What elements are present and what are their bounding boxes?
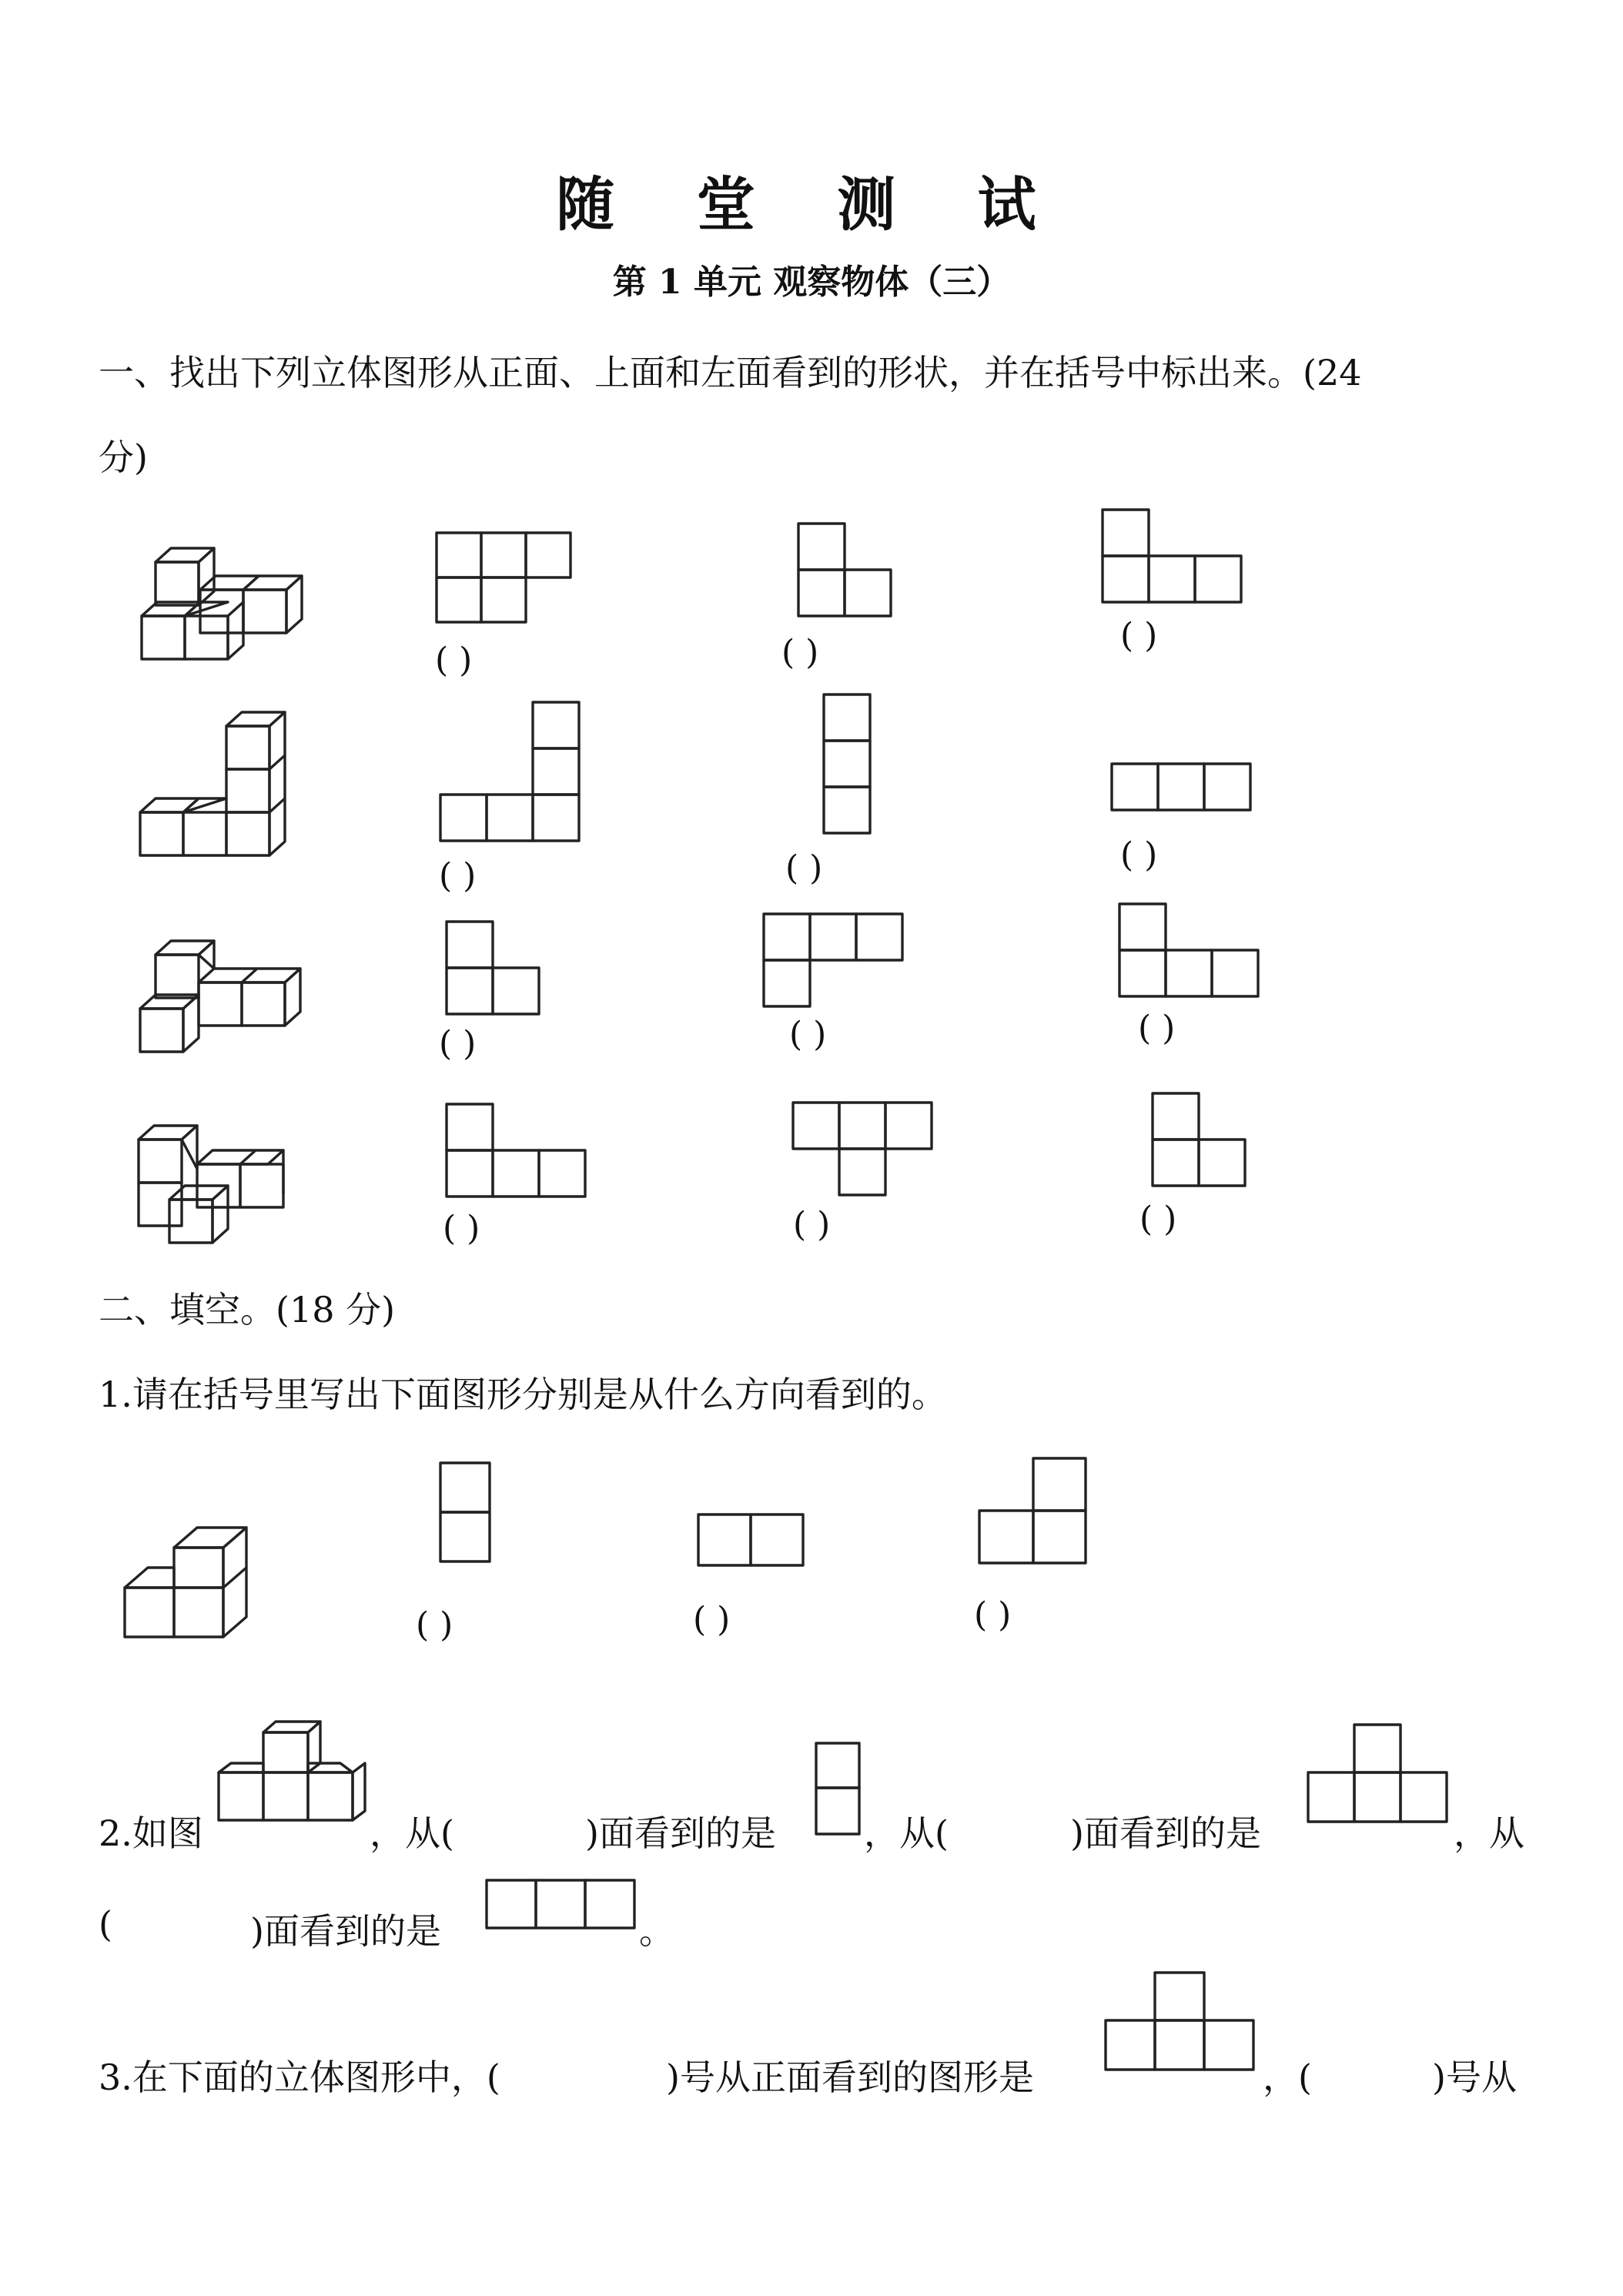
view-figure-1a: [435, 531, 574, 628]
solid-figure-2: [139, 705, 293, 866]
view-figure-q2a: [815, 1742, 862, 1838]
q3-text-b: )号从正面看到的图形是: [666, 2057, 1034, 2098]
answer-blank-q1c[interactable]: ( ): [974, 1595, 1012, 1635]
section2-q1: 1.请在括号里写出下面图形分别是从什么方向看到的。: [99, 1374, 947, 1415]
q2-text-a: 2.如图: [99, 1812, 203, 1854]
view-figure-4c: [1151, 1092, 1251, 1188]
q2-text-b: ，从(: [370, 1812, 454, 1854]
solid-figure-q1: [123, 1525, 254, 1648]
answer-blank-1c[interactable]: ( ): [1120, 616, 1158, 655]
answer-blank-4a[interactable]: ( ): [443, 1209, 480, 1248]
answer-blank-q1b[interactable]: ( ): [693, 1600, 731, 1639]
answer-blank-3c[interactable]: ( ): [1138, 1009, 1176, 1048]
q2-text-f: ，从: [1454, 1812, 1524, 1854]
view-figure-3c: [1118, 902, 1264, 999]
answer-blank-3b[interactable]: ( ): [789, 1015, 827, 1054]
q3-text-a: 3.在下面的立体图形中，(: [99, 2057, 500, 2098]
q2-text-e: )面看到的是: [1070, 1812, 1261, 1854]
view-figure-q3: [1103, 1971, 1260, 2075]
page-title: 随 堂 测 试: [556, 170, 1067, 239]
view-figure-1b: [797, 522, 893, 618]
q2-text-i: 。: [639, 1910, 674, 1952]
answer-blank-4c[interactable]: ( ): [1139, 1200, 1177, 1239]
view-figure-2b: [822, 693, 872, 835]
solid-figure-q2: [217, 1717, 371, 1832]
q2-text-h: )面看到的是: [250, 1910, 441, 1952]
view-figure-q1a: [439, 1461, 493, 1565]
view-figure-4b: [791, 1101, 938, 1197]
view-figure-1c: [1101, 508, 1247, 604]
answer-blank-q1a[interactable]: ( ): [416, 1605, 453, 1645]
view-figure-3b: [762, 912, 909, 1009]
answer-blank-3a[interactable]: ( ): [439, 1024, 477, 1063]
view-figure-3a: [445, 920, 545, 1016]
page-subtitle: 第 1 单元 观察物体（三）: [612, 263, 1011, 302]
answer-blank-4b[interactable]: ( ): [793, 1205, 831, 1244]
answer-blank-2b[interactable]: ( ): [785, 848, 823, 888]
view-figure-q2c: [484, 1879, 641, 1933]
q2-text-c: )面看到的是: [585, 1812, 776, 1854]
q2-text-g: (: [99, 1903, 112, 1945]
section1-question-line2: 分): [99, 437, 148, 478]
view-figure-q1c: [978, 1457, 1089, 1566]
q3-text-c: ，(: [1263, 2057, 1312, 2098]
answer-blank-2c[interactable]: ( ): [1120, 835, 1158, 875]
view-figure-2a: [439, 701, 585, 843]
view-figure-4a: [445, 1103, 591, 1199]
view-figure-q2b: [1305, 1723, 1451, 1827]
section2-heading: 二、填空。(18 分): [99, 1289, 396, 1330]
q2-text-d: ，从(: [864, 1812, 949, 1854]
answer-blank-2a[interactable]: ( ): [439, 856, 477, 895]
view-figure-q1b: [697, 1513, 805, 1568]
section1-question-line1: 一、找出下列立体图形从正面、上面和左面看到的形状，并在括号中标出来。(24: [99, 352, 1362, 393]
view-figure-2c: [1110, 762, 1257, 816]
solid-figure-3: [137, 924, 314, 1059]
answer-blank-1a[interactable]: ( ): [435, 641, 473, 680]
solid-figure-1: [139, 539, 316, 670]
answer-blank-1b[interactable]: ( ): [781, 633, 819, 672]
solid-figure-4: [137, 1109, 299, 1247]
q3-text-d: )号从: [1432, 2057, 1517, 2098]
